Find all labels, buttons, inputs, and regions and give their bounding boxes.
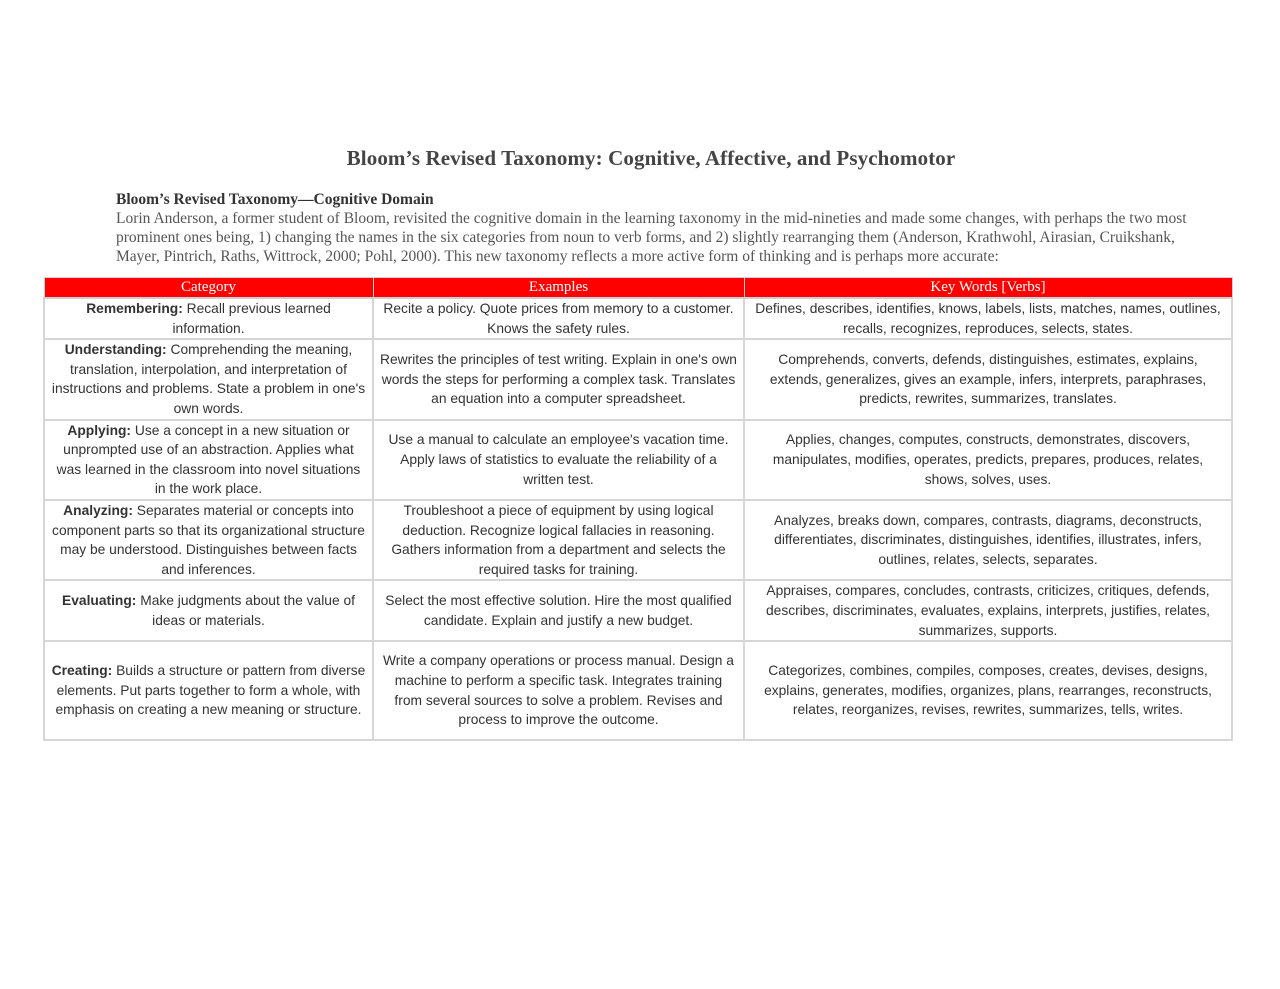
table-header-row: [44, 278, 1232, 299]
category-description: Builds a structure or pattern from diverse elements. Put parts together to form a whole, with emphasis on creating a new meaning or structure.: [55, 663, 366, 718]
table-row: [44, 339, 1232, 419]
category-description: Comprehending the meaning, translation, interpolation, and interpretation of instructions and problems. State a problem in one's own words.: [51, 342, 366, 416]
cognitive-domain-section: [116, 190, 1196, 266]
category-cell: [44, 339, 373, 419]
examples-cell: Recite a policy. Quote prices from memory to a customer. Knows the safety rules.: [373, 298, 744, 339]
examples-cell: Select the most effective solution. Hire the most qualified candidate. Explain and justify a new budget.: [373, 580, 744, 641]
taxonomy-table: [43, 277, 1233, 741]
keywords-cell: Analyzes, breaks down, compares, contrasts, diagrams, deconstructs, differentiates, discriminates, distinguishes, identifies, illustrates, infers, outlines, relates, selects, separates.: [744, 500, 1232, 580]
examples-cell: Rewrites the principles of test writing. Explain in one's own words the steps for performing a complex task. Translates an equation into a computer spreadsheet.: [373, 339, 744, 419]
table-row: [44, 641, 1232, 740]
category-name: Remembering:: [86, 301, 183, 316]
table-row: [44, 298, 1232, 339]
page-title: Bloom’s Revised Taxonomy: Cognitive, Affective, and Psychomotor: [346, 146, 956, 170]
category-cell: [44, 420, 373, 500]
category-cell: [44, 580, 373, 641]
section-heading: Bloom’s Revised Taxonomy—Cognitive Domain: [116, 191, 434, 208]
table-row: [44, 500, 1232, 580]
keywords-cell: Defines, describes, identifies, knows, labels, lists, matches, names, outlines, recalls, recognizes, reproduces, selects, states.: [744, 298, 1232, 339]
category-cell: [44, 500, 373, 580]
examples-cell: Use a manual to calculate an employee's vacation time. Apply laws of statistics to evaluate the reliability of a written test.: [373, 420, 744, 500]
category-name: Creating:: [51, 663, 113, 679]
category-name: Understanding:: [64, 342, 167, 358]
category-description: Make judgments about the value of ideas or materials.: [136, 593, 355, 628]
header-category: Category: [44, 278, 373, 299]
keywords-cell: Categorizes, combines, compiles, composes, creates, devises, designs, explains, generates, modifies, organizes, plans, rearranges, reconstructs, relates, reorganizes, revises, rewrites, summarizes, tells, writes.: [744, 641, 1232, 740]
header-key-words: Key Words [Verbs]: [744, 278, 1232, 299]
keywords-cell: Comprehends, converts, defends, distinguishes, estimates, explains, extends, generalizes, gives an example, infers, interprets, paraphrases, predicts, rewrites, summarizes, translates.: [744, 339, 1232, 419]
category-description: Recall previous learned information.: [172, 301, 331, 336]
keywords-cell: Applies, changes, computes, constructs, demonstrates, discovers, manipulates, modifies, operates, predicts, prepares, produces, relates, shows, solves, uses.: [744, 420, 1232, 500]
table-row: [44, 420, 1232, 500]
examples-cell: Troubleshoot a piece of equipment by using logical deduction. Recognize logical fallacies in reasoning. Gathers information from a department and selects the required tasks for training.: [373, 500, 744, 580]
keywords-cell: Appraises, compares, concludes, contrasts, criticizes, critiques, defends, describes, discriminates, evaluates, explains, interprets, justifies, relates, summarizes, supports.: [744, 580, 1232, 641]
category-description: Separates material or concepts into component parts so that its organizational structure may be understood. Distinguishes between facts and inferences.: [52, 502, 365, 577]
category-description: Use a concept in a new situation or unprompted use of an abstraction. Applies what was learned in the classroom into novel situations in the work place.: [56, 422, 361, 497]
category-cell: [44, 298, 373, 339]
category-name: Analyzing:: [63, 502, 133, 518]
category-name: Evaluating:: [62, 593, 137, 609]
header-examples: Examples: [373, 278, 744, 299]
intro-paragraph: Lorin Anderson, a former student of Bloom, revisited the cognitive domain in the learning taxonomy in the mid-nineties and made some changes, with perhaps the two most prominent ones being, 1) changing the names in the six categories from noun to verb forms, and 2) slightly rearranging them (Anderson, Krathwohl, Airasian, Cruikshank, Mayer, Pintrich, Raths, Wittrock, 2000; Pohl, 2000). This new taxonomy reflects a more active form of thinking and is perhaps more accurate:: [116, 210, 1187, 265]
table-row: [44, 580, 1232, 641]
category-name: Applying:: [67, 422, 132, 438]
examples-cell: Write a company operations or process manual. Design a machine to perform a specific task. Integrates training from several sources to solve a problem. Revises and process to improve the outcome.: [373, 641, 744, 740]
category-cell: [44, 641, 373, 740]
